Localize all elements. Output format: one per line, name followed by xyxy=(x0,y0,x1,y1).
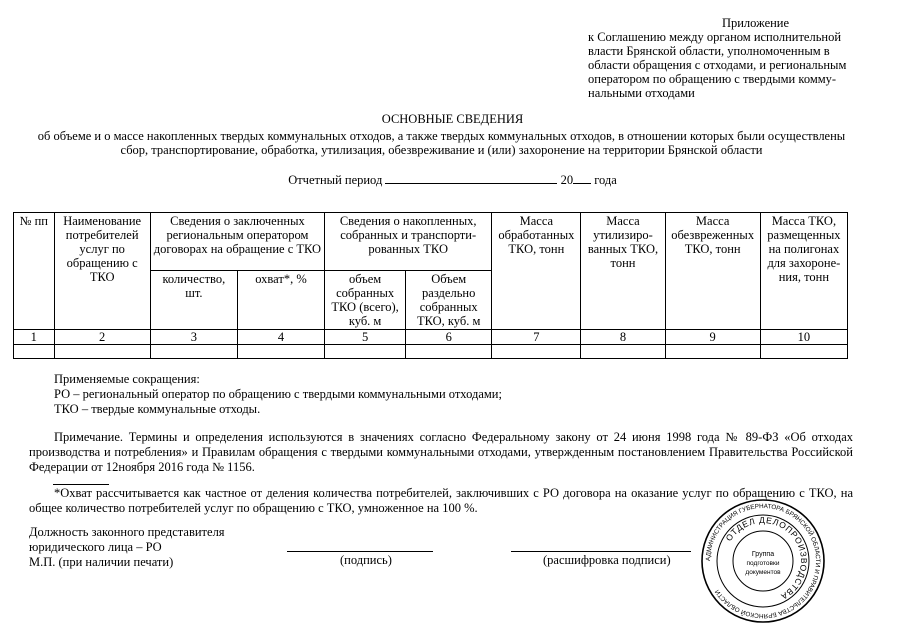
empty-cell[interactable] xyxy=(760,345,847,359)
abbreviations-block xyxy=(54,372,502,417)
signer-position-line-1: Должность законного представителя xyxy=(29,525,225,539)
note-text: Примечание. Термины и определения используются в значениях согласно Федеральному закону от 24 июня 1998 года № 89-ФЗ «Об отходах производства и потребления» и Правилам обращения с твердыми коммунальными отходами, утвержденным постановлением Правительства Российской Федерации от 12ноября 2016 года № 1156. xyxy=(29,430,853,474)
signer-position-line-2: юридического лица – РО xyxy=(29,540,162,554)
subtitle-line-1: об объеме и о массе накопленных твердых коммунальных отходов, а также твердых коммунальных отходов, в отношении которых были осуществлены xyxy=(37,129,846,143)
annex-line: нальными отходами xyxy=(588,86,695,100)
document-title: ОСНОВНЫЕ СВЕДЕНИЯ xyxy=(381,112,524,126)
annex-line: области обращения с отходами, и региональным xyxy=(588,58,847,72)
empty-data-row xyxy=(14,345,848,359)
empty-cell[interactable] xyxy=(14,345,55,359)
column-number: 10 xyxy=(760,330,847,345)
stamp-center-line-3: документов xyxy=(745,569,781,576)
subtitle-line-2: сбор, транспортирование, обработка, утилизация, обезвреживание и (или) захоронение на территории Брянской области xyxy=(120,143,763,157)
signature-caption: (подпись) xyxy=(340,553,392,567)
annex-heading: Приложение xyxy=(721,16,790,30)
column-number: 1 xyxy=(14,330,55,345)
header-neutralized-mass: Масса обезвреженных ТКО, тонн xyxy=(665,213,760,330)
empty-cell[interactable] xyxy=(150,345,237,359)
note-paragraph xyxy=(29,430,853,475)
column-number-row xyxy=(14,330,848,345)
header-utilized-mass: Масса утилизиро- ванных ТКО, тонн xyxy=(581,213,665,330)
annex-line: власти Брянской области, уполномоченным в xyxy=(588,44,830,58)
abbreviation-ro: РО – региональный оператор по обращению с твердыми коммунальными отходами; xyxy=(54,387,502,401)
empty-cell[interactable] xyxy=(54,345,150,359)
header-contracts-group: Сведения о заключенных региональным оператором договорах на обращение с ТКО xyxy=(150,213,324,271)
official-stamp xyxy=(700,498,826,624)
header-contracts-count: количество, шт. xyxy=(150,271,237,330)
stamp-outer-text: АДМИНИСТРАЦИЯ ГУБЕРНАТОРА БРЯНСКОЙ ОБЛАСТИ И ПРАВИТЕЛЬСТВА БРЯНСКОЙ ОБЛАСТИ xyxy=(704,502,822,620)
header-landfill-mass: Масса ТКО, размещенных на полигонах для захороне- ния, тонн xyxy=(760,213,847,330)
document-subtitle xyxy=(24,129,859,157)
column-number: 5 xyxy=(325,330,406,345)
footnote-text: *Охват рассчитывается как частное от деления количества потребителей, заключивших с РО договора на оказание услуг по обращению с ТКО, на общее количество потребителей услуг по обращению с ТКО, умноженное на 100 %. xyxy=(29,486,853,515)
header-number: № пп xyxy=(14,213,55,330)
column-number: 2 xyxy=(54,330,150,345)
column-number: 7 xyxy=(492,330,581,345)
empty-cell[interactable] xyxy=(325,345,406,359)
header-consumers: Наименование потребителей услуг по обращению с ТКО xyxy=(54,213,150,330)
stamp-center-line-1: Группа xyxy=(751,551,775,558)
seal-note: М.П. (при наличии печати) xyxy=(29,555,174,569)
header-collected-volume: объем собранных ТКО (всего), куб. м xyxy=(325,271,406,330)
signature-field[interactable] xyxy=(287,551,433,552)
reporting-period xyxy=(0,172,905,187)
header-accumulated-group: Сведения о накопленных, собранных и транспорти- рованных ТКО xyxy=(325,213,492,271)
period-year-blank[interactable] xyxy=(573,172,591,184)
period-year-suffix: года xyxy=(594,173,617,187)
annex-line: к Соглашению между органом исполнительной xyxy=(588,30,842,44)
empty-cell[interactable] xyxy=(492,345,581,359)
signature-block xyxy=(29,525,225,570)
column-number: 8 xyxy=(581,330,665,345)
empty-cell[interactable] xyxy=(581,345,665,359)
column-number: 9 xyxy=(665,330,760,345)
empty-cell[interactable] xyxy=(237,345,324,359)
signature-decode-field[interactable] xyxy=(511,551,691,552)
column-number: 4 xyxy=(237,330,324,345)
period-year-prefix: 20 xyxy=(560,173,574,187)
empty-cell[interactable] xyxy=(406,345,492,359)
header-coverage: охват*, % xyxy=(237,271,324,330)
annex-block xyxy=(588,16,853,100)
header-separate-volume: Объем раздельно собранных ТКО, куб. м xyxy=(406,271,492,330)
abbreviations-heading: Применяемые сокращения: xyxy=(54,372,200,386)
signature-decode-caption: (расшифровка подписи) xyxy=(543,553,671,567)
annex-line: оператором по обращению с твердыми комму- xyxy=(588,72,837,86)
column-number: 3 xyxy=(150,330,237,345)
column-number: 6 xyxy=(406,330,492,345)
header-processed-mass: Масса обработанных ТКО, тонн xyxy=(492,213,581,330)
period-blank-field[interactable] xyxy=(385,172,557,184)
footnote-separator xyxy=(53,484,109,485)
period-label: Отчетный период xyxy=(288,173,383,187)
stamp-inner-text: ОТДЕЛ ДЕЛОПРОИЗВОДСТВА xyxy=(723,514,810,603)
stamp-center-line-2: подготовки xyxy=(746,560,780,567)
data-table xyxy=(13,212,848,359)
empty-cell[interactable] xyxy=(665,345,760,359)
abbreviation-tko: ТКО – твердые коммунальные отходы. xyxy=(54,402,261,416)
